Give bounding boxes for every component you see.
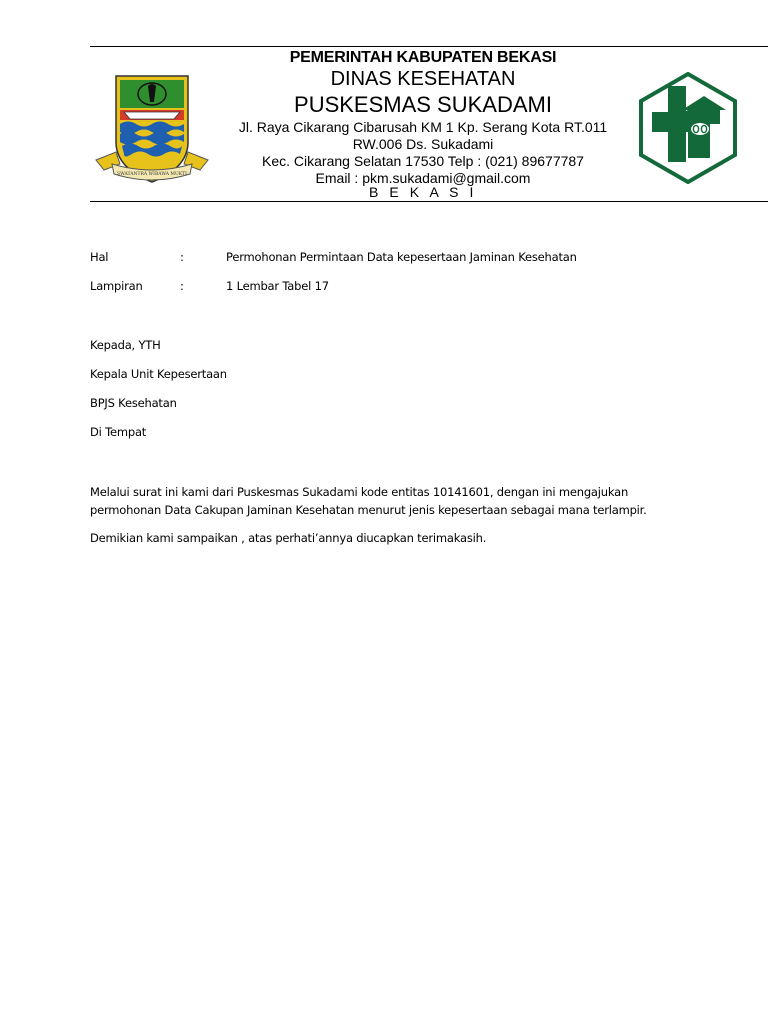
subject-value: Permohonan Permintaan Data kepesertaan Jaminan Kesehatan: [226, 250, 577, 264]
header-rule-bottom: [90, 201, 768, 202]
subject-colon: :: [180, 250, 184, 264]
closing-paragraph: Demikian kami sampaikan , atas perhati’annya diucapkan terimakasih.: [90, 531, 487, 545]
body-paragraph-1: [90, 483, 647, 519]
attachment-label: Lampiran: [90, 279, 143, 293]
recipient-organization: BPJS Kesehatan: [90, 396, 177, 410]
recipient-salutation: Kepada, YTH: [90, 338, 161, 352]
city-line: B E K A S I: [368, 184, 478, 200]
attachment-colon: :: [180, 279, 184, 293]
government-name: PEMERINTAH KABUPATEN BEKASI: [289, 49, 557, 66]
header-rule-top: [90, 46, 768, 47]
bekasi-regency-seal-icon: [94, 72, 210, 186]
address-line-1: Jl. Raya Cikarang Cibarusah KM 1 Kp. Serang Kota RT.011: [238, 119, 608, 135]
puskesmas-logo-icon: [638, 72, 738, 184]
address-line-2: RW.006 Ds. Sukadami: [352, 136, 494, 152]
svg-text:SWATANTRA WIBAWA MUKTI: SWATANTRA WIBAWA MUKTI: [117, 172, 187, 177]
recipient-title: Kepala Unit Kepesertaan: [90, 367, 227, 381]
subject-label: Hal: [90, 250, 109, 264]
department-name: DINAS KESEHATAN: [330, 68, 516, 90]
recipient-location: Di Tempat: [90, 425, 147, 439]
institution-name: PUSKESMAS SUKADAMI: [294, 92, 552, 117]
attachment-value: 1 Lembar Tabel 17: [226, 279, 329, 293]
email-line: Email : pkm.sukadami@gmail.com: [315, 170, 531, 186]
address-line-3: Kec. Cikarang Selatan 17530 Telp : (021) 89677787: [262, 153, 584, 169]
body-paragraph-1-line-2: permohonan Data Cakupan Jaminan Kesehatan menurut jenis kepesertaan sebagai mana terlampir.: [90, 503, 647, 517]
body-paragraph-1-line-1: Melalui surat ini kami dari Puskesmas Sukadami kode entitas 10141601, dengan ini mengajukan: [90, 485, 629, 499]
